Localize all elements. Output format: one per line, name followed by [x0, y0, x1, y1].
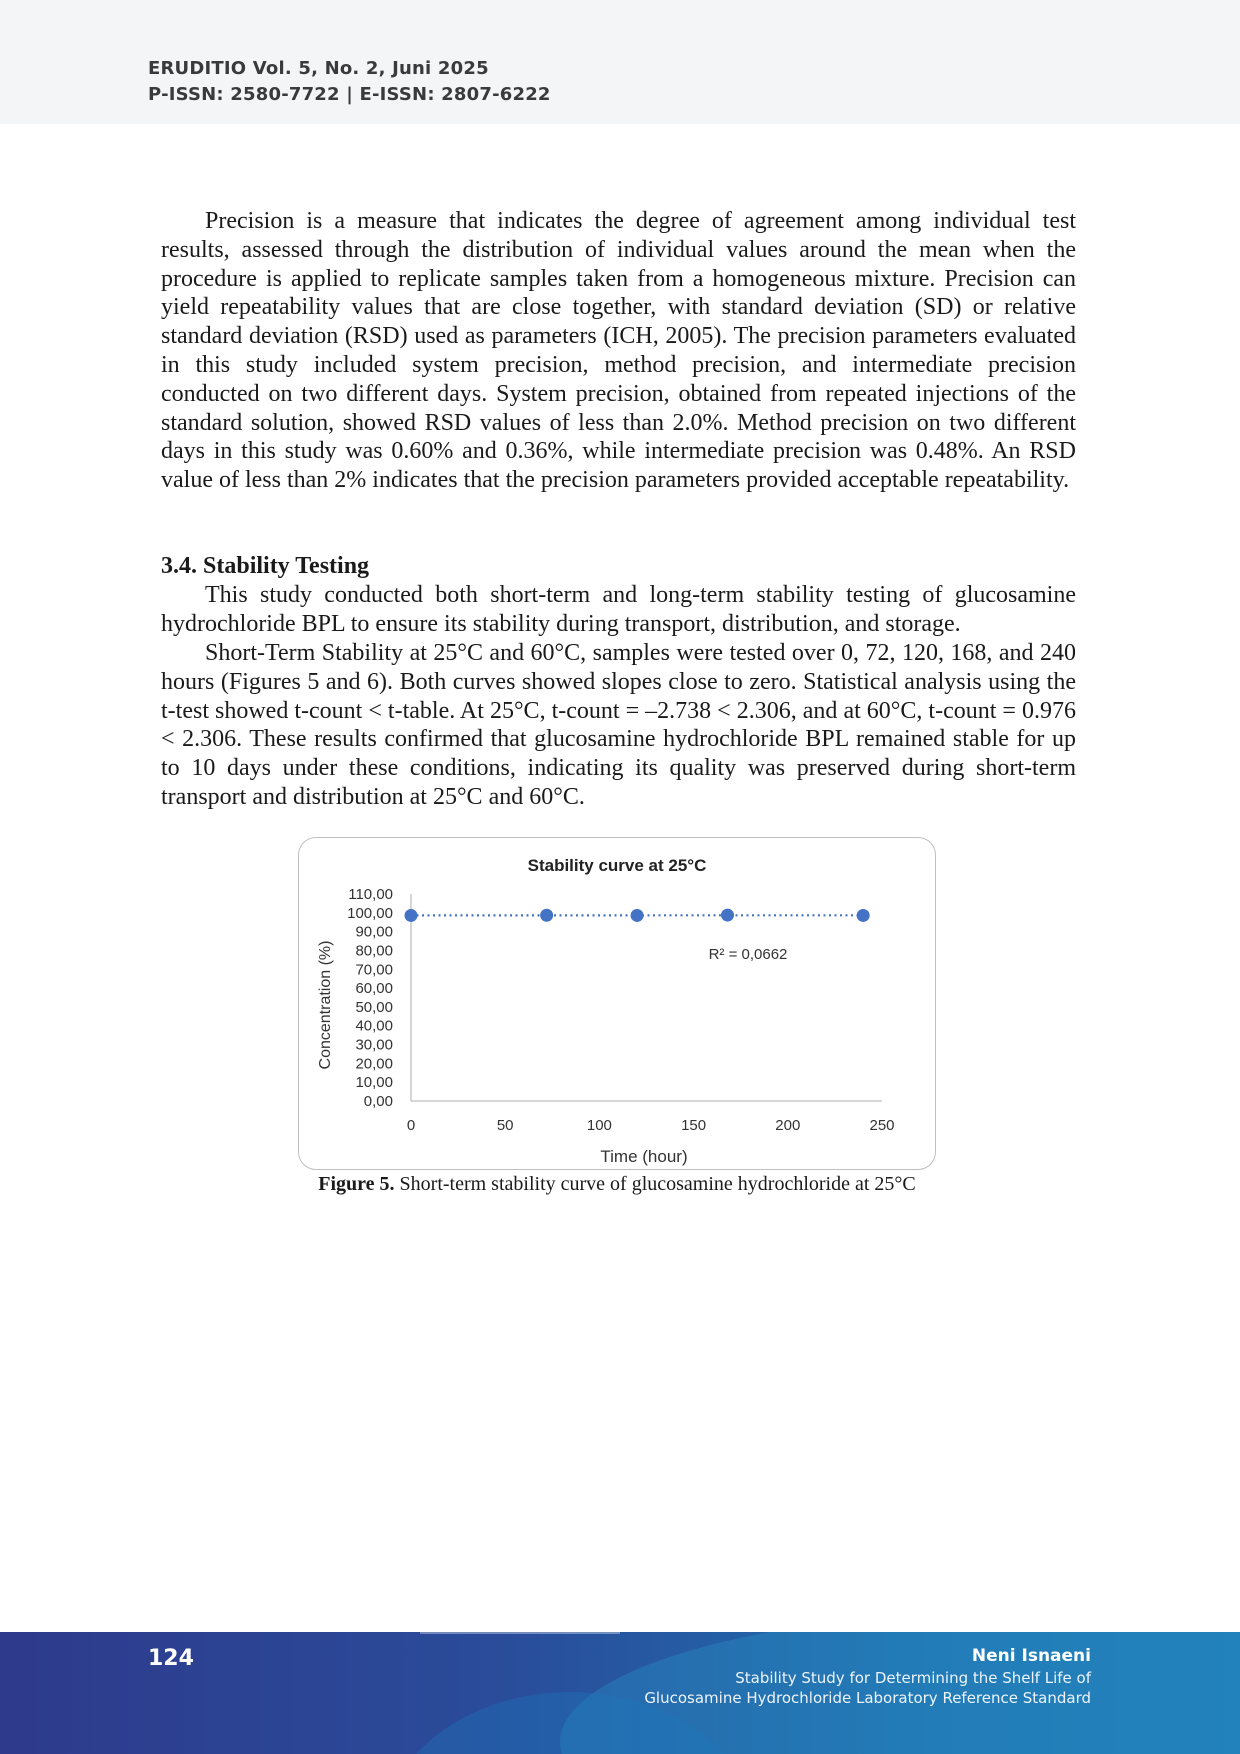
chart-title: Stability curve at 25°C — [527, 856, 707, 875]
page-number: 124 — [148, 1646, 194, 1671]
y-tick-label: 110,00 — [348, 886, 393, 903]
section-heading: 3.4. Stability Testing — [161, 553, 370, 579]
y-tick-label: 70,00 — [355, 961, 393, 979]
footer-accent-line — [420, 1632, 620, 1634]
y-tick-label: 50,00 — [355, 998, 393, 1016]
figure-caption-text: Short-term stability curve of glucosamine hydrochloride at 25°C — [399, 1173, 916, 1195]
short-term-paragraph: Short-Term Stability at 25°C and 60°C, samples were tested over 0, 72, 120, 168, and 240 hours (Figures 5 and 6). Both curves showed slopes close to zero. Statistical analysis using the t-test showed t-count < t-table. At 25°C, t-count = –2.738 < 2.306, and at 60°C, t-count = 0.976 < 2.306. These results confirmed that glucosamine hydrochloride BPL remained stable for up to 10 days under these conditions, indicating its quality was preserved during short-term transport and distribution at 25°C and 60°C. — [161, 640, 1076, 810]
x-tick-label: 200 — [775, 1117, 801, 1134]
footer-title-line-1: Stability Study for Determining the Shelf Life of — [735, 1669, 1091, 1687]
y-tick-label: 20,00 — [355, 1055, 393, 1073]
stability-intro-paragraph: This study conducted both short-term and long-term stability testing of glucosamine hydrochloride BPL to ensure its stability during transport, distribution, and storage. — [161, 582, 1076, 637]
journal-issn: P-ISSN: 2580-7722 | E-ISSN: 2807-6222 — [148, 84, 551, 105]
y-tick-label: 10,00 — [355, 1074, 393, 1092]
y-tick-label: 0,00 — [363, 1093, 393, 1110]
x-tick-label: 50 — [496, 1117, 514, 1134]
footer-title-line-2: Glucosamine Hydrochloride Laboratory Reference Standard — [644, 1689, 1091, 1707]
x-axis-title: Time (hour) — [600, 1147, 688, 1166]
x-tick-label: 0 — [406, 1117, 416, 1134]
y-tick-label: 100,00 — [347, 904, 393, 922]
data-point — [405, 909, 418, 922]
y-tick-label: 30,00 — [355, 1036, 393, 1054]
x-tick-label: 250 — [869, 1117, 895, 1134]
y-tick-label: 60,00 — [355, 980, 393, 998]
figure-5-caption — [298, 1170, 936, 1198]
figure-label: Figure 5. — [318, 1173, 395, 1195]
footer-author: Neni Isnaeni — [971, 1646, 1091, 1666]
r-squared-annotation: R² = 0,0662 — [708, 946, 788, 963]
data-point — [631, 909, 644, 922]
journal-title: ERUDITIO Vol. 5, No. 2, Juni 2025 — [148, 58, 489, 79]
stability-chart — [298, 837, 936, 1170]
data-point — [857, 909, 870, 922]
y-tick-label: 90,00 — [355, 923, 393, 941]
data-point — [540, 909, 553, 922]
y-tick-label: 40,00 — [355, 1017, 393, 1035]
x-tick-label: 150 — [681, 1117, 707, 1134]
x-tick-label: 100 — [586, 1117, 612, 1134]
y-tick-label: 80,00 — [355, 942, 393, 960]
y-axis-title: Concentration (%) — [317, 940, 334, 1070]
precision-paragraph: Precision is a measure that indicates the degree of agreement among individual test results, assessed through the distribution of individual values around the mean when the procedure is applied to replicate samples taken from a homogeneous mixture. Precision can yield repeatability values that are close together, with standard deviation (SD) or relative standard deviation (RSD) used as parameters (ICH, 2005). The precision parameters evaluated in this study included system precision, method precision, and intermediate precision conducted on two different days. System precision, obtained from repeated injections of the standard solution, showed RSD values of less than 2.0%. Method precision on two different days in this study was 0.60% and 0.36%, while intermediate precision was 0.48%. An RSD value of less than 2% indicates that the precision parameters provided acceptable repeatability. — [161, 208, 1076, 494]
data-point — [721, 909, 734, 922]
